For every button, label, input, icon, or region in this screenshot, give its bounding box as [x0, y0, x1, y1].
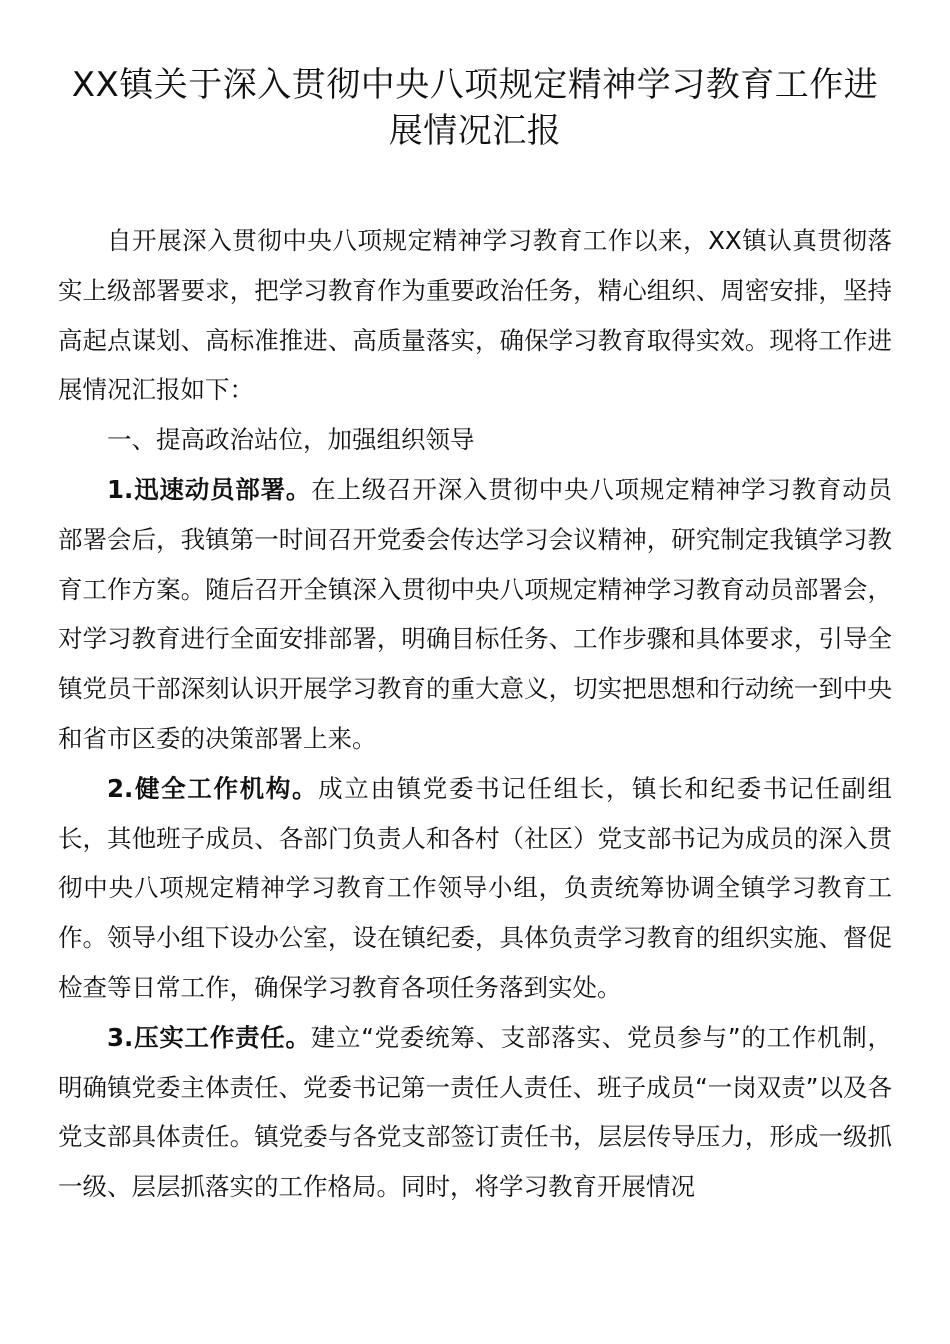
item-paragraph-1: [58, 465, 892, 764]
item-paragraph-3: [58, 1013, 892, 1212]
item-lead-1: 1.迅速动员部署。: [107, 474, 312, 504]
item-lead-2: 2.健全工作机构。: [107, 773, 319, 803]
item-paragraph-2: [58, 764, 892, 1013]
document-body: [58, 216, 892, 1212]
item-text-3: 建立“党委统筹、支部落实、党员参与”的工作机制，明确镇党委主体责任、党委书记第一责任人责任、班子成员“一岗双责”以及各党支部具体责任。镇党委与各党支部签订责任书，层层传导压力，形成一级抓一级、层层抓落实的工作格局。同时，将学习教育开展情况: [58, 1022, 892, 1202]
title-line-1: XX镇关于深入贯彻中央八项规定精神学习教育工作进: [71, 65, 879, 105]
document-title: [58, 62, 892, 154]
title-line-2: 展情况汇报: [388, 111, 562, 151]
item-lead-3: 3.压实工作责任。: [107, 1022, 311, 1052]
section-heading-1: 一、提高政治站位，加强组织领导: [107, 425, 475, 455]
item-text-2: 成立由镇党委书记任组长，镇长和纪委书记任副组长，其他班子成员、各部门负责人和各村（社区）党支部书记为成员的深入贯彻中央八项规定精神学习教育工作领导小组，负责统筹协调全镇学习教育工作。领导小组下设办公室，设在镇纪委，具体负责学习教育的组织实施、督促检查等日常工作，确保学习教育各项任务落到实处。: [58, 773, 892, 1002]
intro-paragraph: 自开展深入贯彻中央八项规定精神学习教育工作以来，XX镇认真贯彻落实上级部署要求，把学习教育作为重要政治任务，精心组织、周密安排，坚持高起点谋划、高标准推进、高质量落实，确保学习教育取得实效。现将工作进展情况汇报如下：: [58, 226, 892, 405]
item-text-1: 在上级召开深入贯彻中央八项规定精神学习教育动员部署会后，我镇第一时间召开党委会传达学习会议精神，研究制定我镇学习教育工作方案。随后召开全镇深入贯彻中央八项规定精神学习教育动员部署会，对学习教育进行全面安排部署，明确目标任务、工作步骤和具体要求，引导全镇党员干部深刻认识开展学习教育的重大意义，切实把思想和行动统一到中央和省市区委的决策部署上来。: [58, 474, 893, 753]
